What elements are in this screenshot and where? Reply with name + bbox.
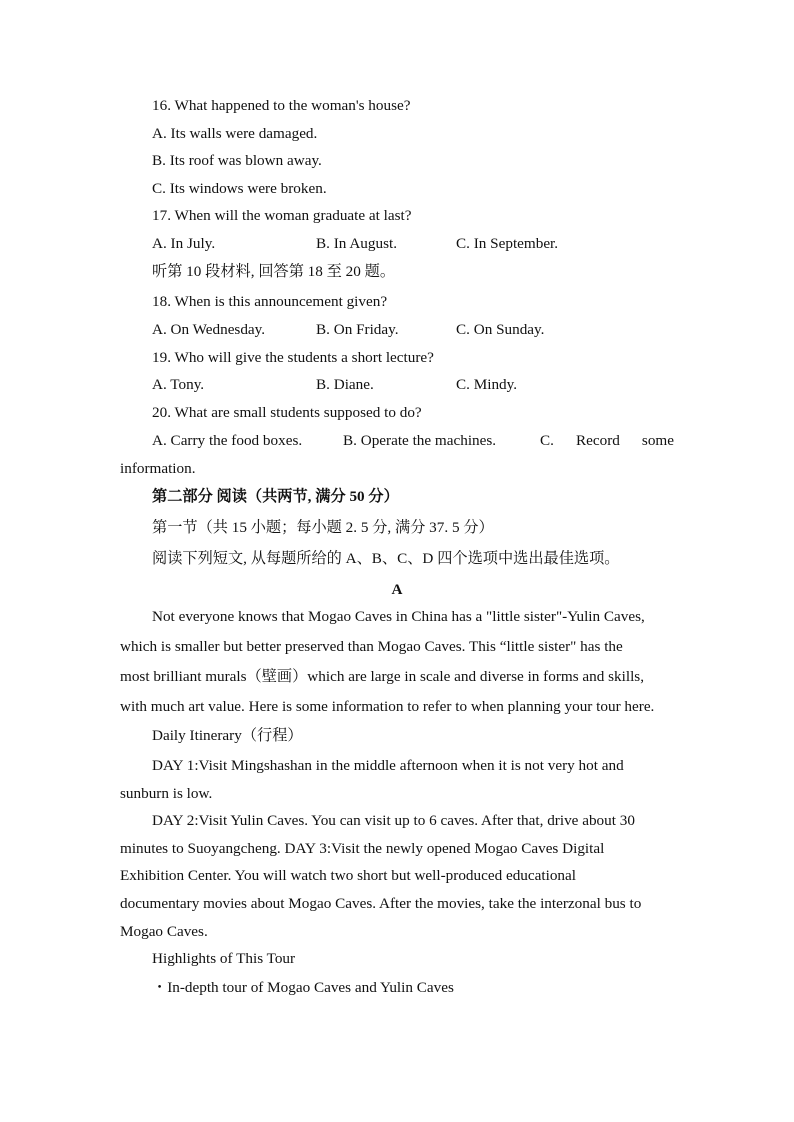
day2-line-3: Exhibition Center. You will watch two short but well-produced educational: [120, 867, 576, 884]
question-18: 18. When is this announcement given?: [152, 293, 388, 310]
q20-option-c-word1: Record: [576, 432, 620, 449]
highlights-heading: Highlights of This Tour: [152, 950, 296, 967]
day1-line-1-text: DAY 1:Visit Mingshashan in the middle afternoon when it is not very hot and: [152, 757, 624, 774]
q19-option-b: B. Diane.: [316, 376, 374, 393]
para1-line-2: which is smaller but better preserved than Mogao Caves. This “little sister" has the: [120, 638, 623, 655]
q20-option-b: B. Operate the machines.: [343, 432, 497, 449]
itinerary-heading: Daily Itinerary（行程）: [152, 727, 303, 744]
reading-section-1: 第一节（共 15 小题；每小题 2. 5 分, 满分 37. 5 分）: [152, 519, 494, 536]
q18-option-b: B. On Friday.: [316, 321, 399, 338]
day2-line-1: DAY 2:Visit Yulin Caves. You can visit up to 6 caves. After that, drive about 30: [152, 812, 635, 829]
question-17: 17. When will the woman graduate at last?: [152, 207, 412, 224]
para1-line-1: Not everyone knows that Mogao Caves in China has a "little sister"-Yulin Caves,: [152, 608, 645, 625]
day1-line-2: sunburn is low.: [120, 785, 213, 802]
para1-line-3: most brilliant murals（壁画）which are large in scale and diverse in forms and skills,: [120, 668, 644, 685]
q20-option-a: A. Carry the food boxes.: [152, 432, 303, 449]
q20-option-c-letter: C.: [540, 432, 554, 449]
passage-label: A: [391, 581, 403, 598]
q20-option-c: [540, 431, 674, 451]
q16-option-c: C. Its windows were broken.: [152, 180, 327, 197]
day2-line-5: Mogao Caves.: [120, 923, 208, 940]
day2-line-2: minutes to Suoyangcheng. DAY 3:Visit the newly opened Mogao Caves Digital: [120, 840, 605, 857]
q18-option-a: A. On Wednesday.: [152, 321, 266, 338]
reading-part-title: 第二部分 阅读（共两节, 满分 50 分）: [152, 488, 399, 505]
q17-option-b: B. In August.: [316, 235, 398, 252]
highlight-item: ・In-depth tour of Mogao Caves and Yulin Caves: [152, 979, 454, 996]
listening-section-instruction: 听第 10 段材料, 回答第 18 至 20 题。: [152, 263, 395, 280]
q16-option-a: A. Its walls were damaged.: [152, 125, 318, 142]
reading-instruction: 阅读下列短文, 从每题所给的 A、B、C、D 四个选项中选出最佳选项。: [152, 550, 620, 567]
para1-line-4: with much art value. Here is some information to refer to when planning your tour here.: [120, 698, 655, 715]
q19-option-a: A. Tony.: [152, 376, 205, 393]
question-19: 19. Who will give the students a short lecture?: [152, 349, 434, 366]
q17-option-a: A. In July.: [152, 235, 216, 252]
q18-option-c: C. On Sunday.: [456, 321, 545, 338]
q20-option-c-continuation: information.: [120, 460, 196, 477]
q16-option-b: B. Its roof was blown away.: [152, 152, 322, 169]
q19-option-c: C. Mindy.: [456, 376, 518, 393]
day2-line-4: documentary movies about Mogao Caves. After the movies, take the interzonal bus to: [120, 895, 642, 912]
q20-option-c-word2: some: [641, 432, 674, 449]
question-20: 20. What are small students supposed to do?: [152, 404, 422, 421]
day1-line-1: [152, 756, 674, 776]
q17-option-c: C. In September.: [456, 235, 559, 252]
question-16: 16. What happened to the woman's house?: [152, 97, 411, 114]
